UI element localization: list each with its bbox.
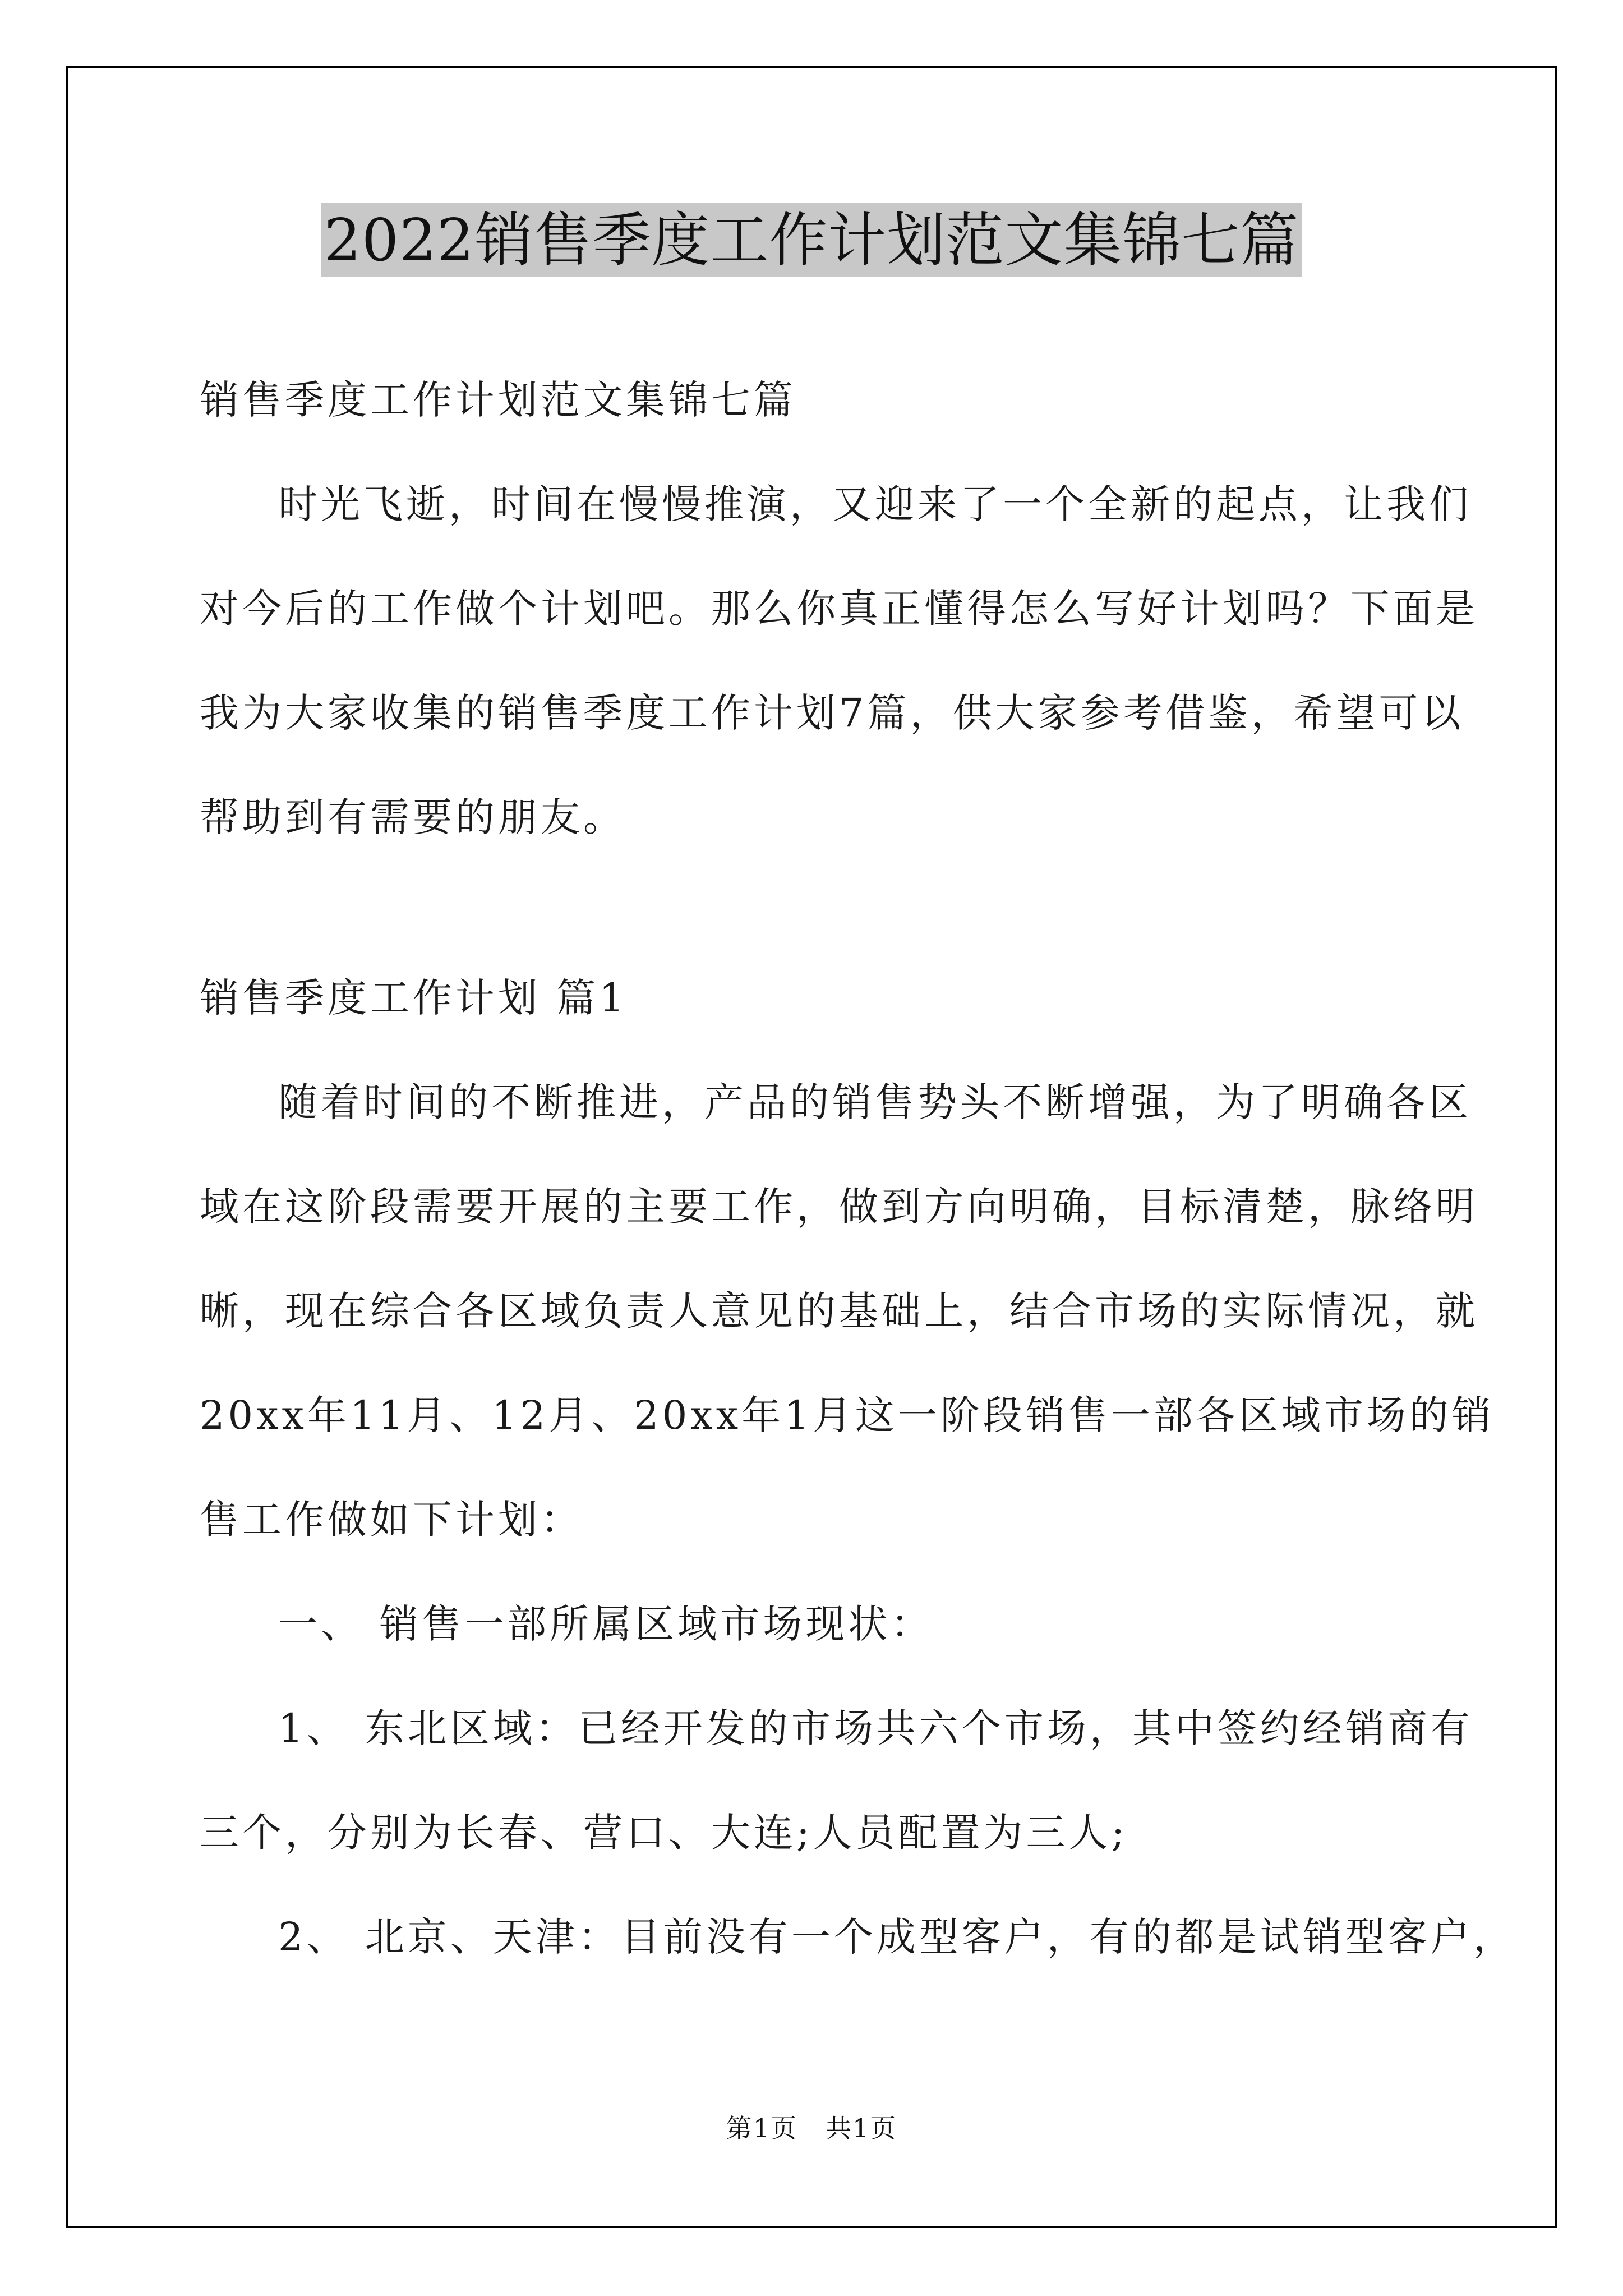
list-item: 2、 北京、天津：目前没有一个成型客户，有的都是试销型客户， <box>278 1914 1516 1960</box>
title-wrap <box>0 203 1623 277</box>
body-line: 时光飞逝，时间在慢慢推演，又迎来了一个全新的起点，让我们 <box>278 481 1472 527</box>
body-line: 售工作做如下计划： <box>200 1497 583 1543</box>
body-line: 帮助到有需要的朋友。 <box>200 794 626 840</box>
section-gap <box>200 869 1428 946</box>
body-line: 域在这阶段需要开展的主要工作，做到方向明确，目标清楚，脉络明 <box>200 1184 1478 1230</box>
subtitle-line: 销售季度工作计划范文集锦七篇 <box>200 377 796 423</box>
section-heading: 销售季度工作计划 篇1 <box>200 975 628 1021</box>
list-item-continued: 三个，分别为长春、营口、大连;人员配置为三人; <box>200 1810 1128 1856</box>
body-line: 晰，现在综合各区域负责人意见的基础上，结合市场的实际情况，就 <box>200 1288 1478 1334</box>
page-number: 第1页 <box>726 2113 797 2143</box>
body-line: 对今后的工作做个计划吧。那么你真正懂得怎么写好计划吗？下面是 <box>200 586 1478 632</box>
list-heading: 一、 销售一部所属区域市场现状： <box>278 1601 934 1647</box>
page-footer <box>0 2108 1623 2145</box>
body-line: 随着时间的不断推进，产品的销售势头不断增强，为了明确各区 <box>278 1079 1472 1125</box>
document-title: 2022销售季度工作计划范文集锦七篇 <box>321 203 1303 277</box>
body-line: 20xx年11月、12月、20xx年1月这一阶段销售一部各区域市场的销 <box>200 1392 1495 1438</box>
document-body <box>200 348 1516 1989</box>
body-line: 我为大家收集的销售季度工作计划7篇，供大家参考借鉴，希望可以 <box>200 690 1464 736</box>
list-item: 1、 东北区域：已经开发的市场共六个市场，其中签约经销商有 <box>278 1705 1473 1751</box>
page-total: 共1页 <box>826 2113 897 2143</box>
